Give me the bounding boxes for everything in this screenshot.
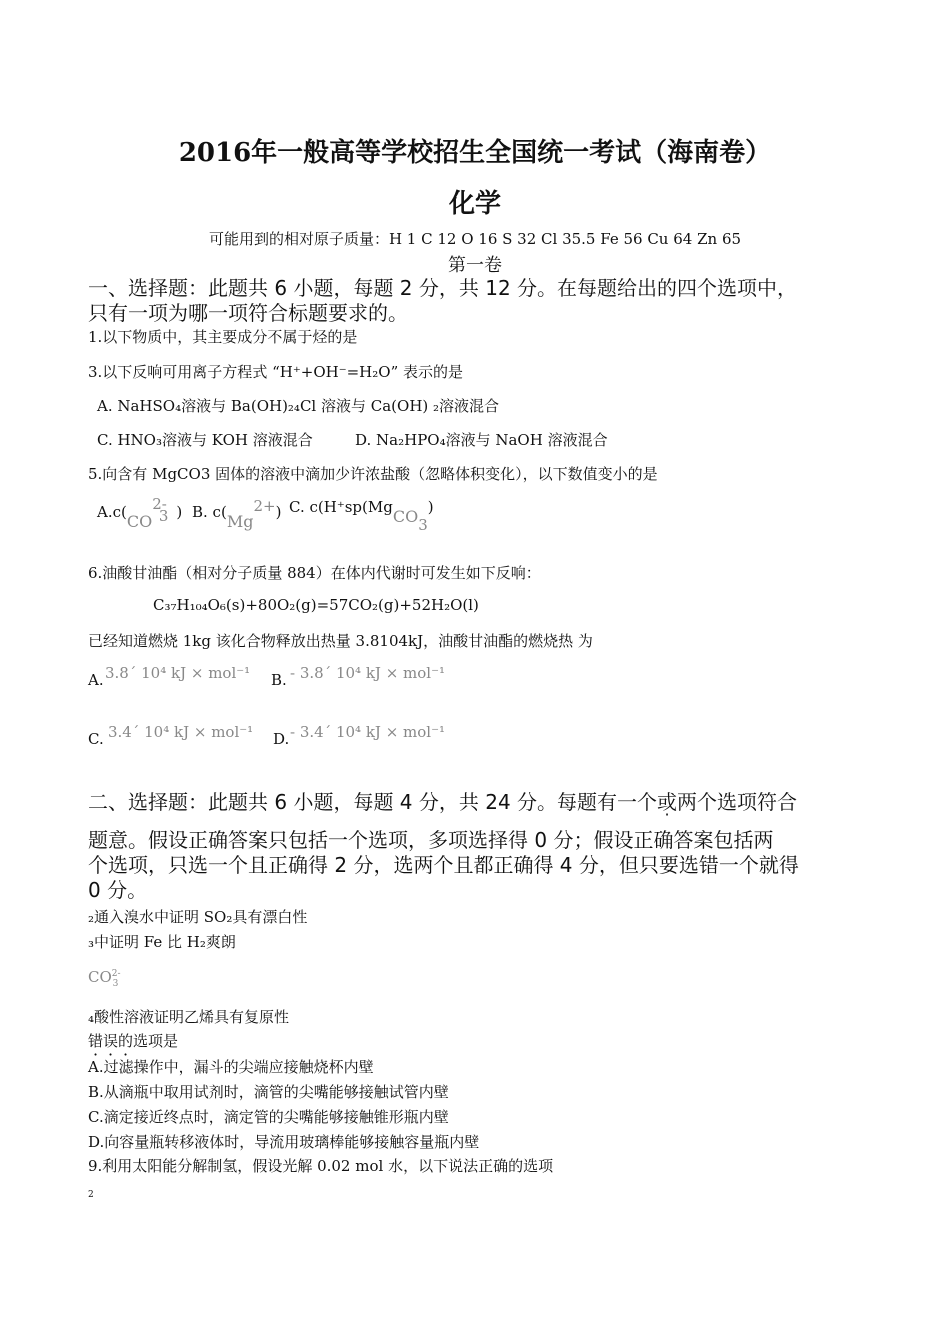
q6-option-c-value: 3.4´ 10⁴ kJ × mol⁻¹ (108, 723, 254, 741)
q5-a-ion: CO (126, 512, 153, 531)
q5-b-ion: Mg (226, 512, 254, 531)
question-8-option-d: D.向容量瓶转移液体时，导流用玻璃棒能够接触容量瓶内壁 (88, 1133, 480, 1151)
question-3: 3.以下反响可用离子方程式 “H⁺+OH⁻=H₂O” 表示的是 (88, 363, 464, 381)
section2-line1-end: 选项符合 (717, 790, 798, 814)
part-one-heading: 第一卷 (448, 255, 502, 276)
q5-c-ion: CO (392, 507, 419, 526)
question-3-option-a: A. NaHSO₄溶液与 Ba(OH)₂₄Cl 溶液与 Ca(OH) ₂溶液混合 (97, 397, 500, 415)
question-6-equation: C₃₇H₁₀₄O₆(s)+80O₂(g)=57CO₂(g)+52H₂O(l) (153, 596, 479, 614)
question-6: 6.油酸甘油酯（相对分子质量 884）在体内代谢时可发生如下反响： (88, 564, 541, 582)
section1-heading-line1: 一、选择题：此题共 6 小题，每题 2 分，共 12 分。在每题给出的四个选项中， (88, 276, 798, 300)
question-6-text: 已经知道燃烧 1kg 该化合物释放出热量 3.8104kJ，油酸甘油酯的燃烧热 为 (88, 632, 593, 650)
line-fe: ₃中证明 Fe 比 H₂爽朗 (88, 933, 236, 951)
q6-option-a-label: A. (88, 671, 104, 689)
line-ethene: ₄酸性溶液证明乙烯具有复原性 (88, 1008, 290, 1026)
q6-option-b-value: - 3.8´ 10⁴ kJ × mol⁻¹ (290, 664, 446, 682)
section2-line1-start: 二、选择题：此题共 6 小题，每题 4 分，共 24 分。每题有 (88, 790, 618, 814)
question-3-option-d: D. Na₂HPO₄溶液与 NaOH 溶液混合 (355, 431, 608, 449)
q5-c-prefix: C. c(H⁺sp(Mg (289, 498, 393, 516)
section2-heading-line3: 个选项，只选一个且正确得 2 分，选两个且都正确得 4 分，但只要选错一个就得 (88, 853, 799, 877)
question-5: 5.向含有 MgCO3 固体的溶液中滴加少许浓盐酸（忽略体积变化），以下数值变小的是 (88, 465, 658, 483)
q5-c-close: ) (427, 498, 434, 516)
exam-title: 2016年一般高等学校招生全国统一考试（海南卷） (178, 138, 772, 168)
question-8-option-a: A.过滤操作中，漏斗的尖端应接触烧杯内壁 (88, 1058, 374, 1076)
question-1: 1.以下物质中，其主要成分不属于烃的是 (88, 328, 358, 346)
section1-heading-line2: 只有一项为哪一项符合标题要求的。 (88, 301, 408, 325)
question-5-option-b: B. $c(Mg^{2+})$ (192, 497, 282, 531)
question-8-option-c: C.滴定接近终点时，滴定管的尖嘴能够接触锥形瓶内壁 (88, 1108, 449, 1126)
q5-b-close: ) (275, 503, 282, 521)
q6-option-b-label: B. (271, 671, 287, 689)
page-number: 2 (88, 1190, 94, 1200)
q5-a-prefix: A.c( (97, 503, 127, 521)
q5-a-close: ) (176, 503, 183, 521)
q5-b-prefix: B. c( (192, 503, 227, 521)
atomic-mass-line: 可能用到的相对原子质量：H 1 C 12 O 16 S 32 Cl 35.5 Fe 56 Cu 64 Zn 65 (208, 230, 742, 248)
q6-option-d-value: - 3.4´ 10⁴ kJ × mol⁻¹ (290, 723, 446, 741)
section2-emphasis: 一个或两个 · (617, 790, 717, 814)
question-3-option-c: C. HNO₃溶液与 KOH 溶液混合 (97, 431, 313, 449)
question-5-option-c: C. c(H⁺sp(MgCO$_3$) (289, 498, 434, 534)
line-co3: $CO^{2-}_3$ (88, 968, 121, 989)
line-so2: ₂通入溴水中证明 SO₂具有漂白性 (88, 908, 308, 926)
co3-label: CO (88, 968, 112, 986)
q6-option-c-label: C. (88, 730, 104, 748)
question-9: 9.利用太阳能分解制氢，假设光解 0.02 mol 水，以下说法正确的选项 (88, 1157, 554, 1175)
section2-heading-line1 (88, 789, 797, 816)
question-5-option-a: $A.c(CO^{2-}_3$ ) (97, 495, 183, 531)
section2-heading-line4: 0 分。 (88, 878, 148, 902)
question-8-option-b: B.从滴瓶中取用试剂时，滴管的尖嘴能够接触试管内壁 (88, 1083, 449, 1101)
subject-title: 化学 (448, 189, 501, 219)
q6-option-a-value: 3.8´ 10⁴ kJ × mol⁻¹ (105, 664, 251, 682)
question-8-stem: 错误的选项是 (88, 1032, 179, 1050)
section2-heading-line2: 题意。假设正确答案只包括一个选项，多项选择得 0 分；假设正确答案包括两 (88, 828, 774, 852)
q6-option-d-label: D. (273, 730, 290, 748)
